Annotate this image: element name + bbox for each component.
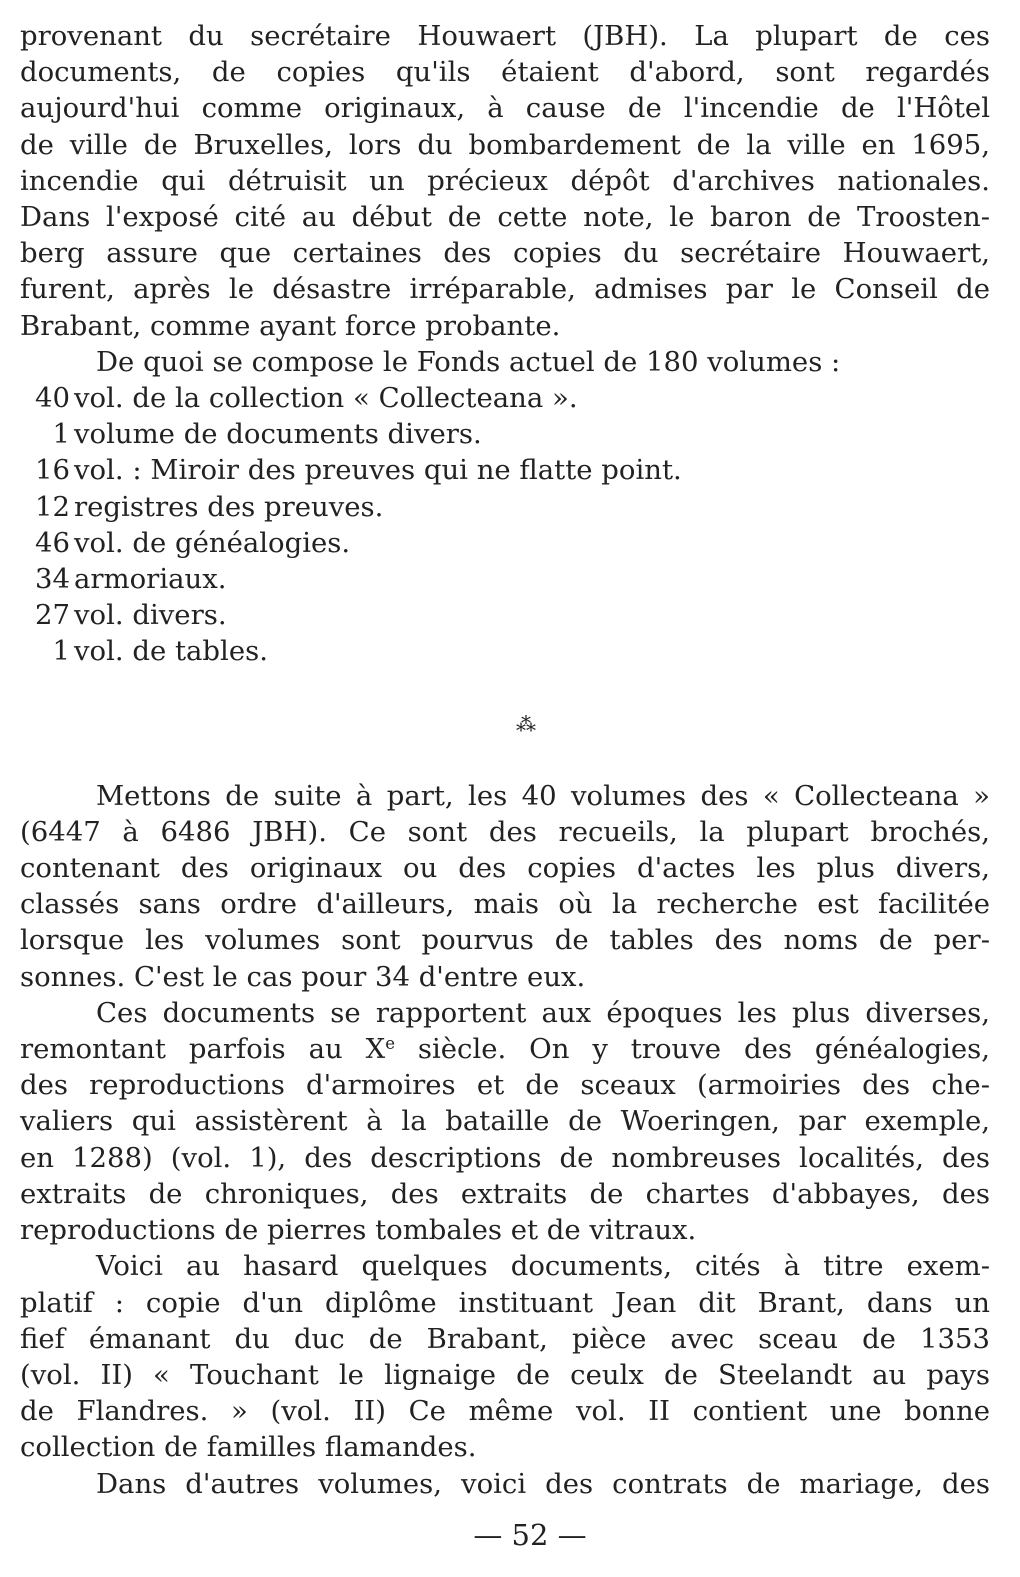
text-line: Mettons de suite à part, les 40 volumes des « Collecteana » [96,779,990,812]
text-line: sonnes. C'est le cas pour 34 d'entre eux. [20,960,586,993]
text-line: Dans l'exposé cité au début de cette note, le baron de Troosten- [20,201,990,234]
text-line: contenant des originaux ou des copies d'actes les plus divers, [20,852,990,885]
text-line: Dans d'autres volumes, voici des contrats de mariage, des [96,1467,990,1500]
volume-count: 27 [35,599,70,632]
list-item [20,380,990,416]
text-line [20,1031,990,1067]
volume-description: vol. divers. [74,599,227,632]
superscript: e [385,1034,395,1054]
volume-description: vol. de la collection « Collecteana ». [74,382,578,415]
volume-count: 12 [35,490,70,523]
list-item [20,525,990,561]
text-segment: siècle. On y trouve des généalogies, [394,1033,991,1066]
text-line: (vol. II) « Touchant le lignaige de ceulx de Steelandt au pays [20,1358,990,1391]
text-line: documents, de copies qu'ils étaient d'abord, sont regardés [20,56,990,89]
section-separator: ⁂ [516,711,534,736]
list-item [20,489,990,525]
volume-count: 1 [52,635,70,668]
paragraph-1 [20,18,990,344]
volume-count: 34 [35,563,70,596]
volume-count: 16 [35,454,70,487]
volume-count: 46 [35,526,70,559]
text-line: extraits de chroniques, des extraits de chartes d'abbayes, des [20,1177,990,1210]
list-item [20,452,990,488]
fonds-list [20,380,990,670]
text-line: aujourd'hui comme originaux, à cause de l'incendie de l'Hôtel [20,92,990,125]
paragraph-2 [20,778,990,995]
page-number: — 52 — [473,1518,587,1552]
text-line: de ville de Bruxelles, lors du bombardement de la ville en 1695, [20,128,990,161]
text-line: furent, après le désastre irréparable, admises par le Conseil de [20,273,990,306]
text-line: berg assure que certaines des copies du secrétaire Houwaert, [20,237,990,270]
list-item [20,416,990,452]
text-line: de Flandres. » (vol. II) Ce même vol. II contient une bonne [20,1395,990,1428]
volume-count: 40 [35,382,70,415]
list-item [20,597,990,633]
paragraph-3 [20,995,990,1248]
volume-description: armoriaux. [74,563,227,596]
paragraph-4 [20,1248,990,1465]
text-line: des reproductions d'armoires et de sceaux (armoiries des che- [20,1069,990,1102]
list-item [20,633,990,669]
text-segment: remontant parfois au X [20,1033,386,1066]
list-item [20,561,990,597]
fonds-section [20,344,990,670]
volume-count: 1 [52,418,70,451]
volume-description: registres des preuves. [74,490,384,523]
text-line: incendie qui détruisit un précieux dépôt d'archives nationales. [20,164,990,197]
text-line: fief émanant du duc de Brabant, pièce avec sceau de 1353 [20,1322,990,1355]
volume-description: vol. de généalogies. [74,526,351,559]
volume-description: volume de documents divers. [74,418,482,451]
text-line: provenant du secrétaire Houwaert (JBH). La plupart de ces [20,20,990,52]
text-line: collection de familles flamandes. [20,1431,477,1464]
text-line: Voici au hasard quelques documents, cités à titre exem- [96,1250,990,1283]
text-line: lorsque les volumes sont pourvus de tables des noms de per- [20,924,990,957]
text-line: (6447 à 6486 JBH). Ce sont des recueils, la plupart brochés, [20,815,990,848]
text-line: classés sans ordre d'ailleurs, mais où la recherche est facilitée [20,888,990,921]
text-line: Ces documents se rapportent aux époques les plus diverses, [96,996,990,1029]
page-body [20,18,990,1502]
volume-description: vol. : Miroir des preuves qui ne flatte point. [74,454,682,487]
text-line: valiers qui assistèrent à la bataille de Woeringen, par exemple, [20,1105,990,1138]
text-line: Brabant, comme ayant force probante. [20,309,561,342]
fonds-intro: De quoi se compose le Fonds actuel de 180 volumes : [96,345,841,378]
volume-description: vol. de tables. [74,635,268,668]
text-line: reproductions de pierres tombales et de vitraux. [20,1214,697,1247]
text-line: en 1288) (vol. 1), des descriptions de nombreuses localités, des [20,1141,990,1174]
paragraph-5 [20,1466,990,1502]
text-line: platif : copie d'un diplôme instituant Jean dit Brant, dans un [20,1286,990,1319]
